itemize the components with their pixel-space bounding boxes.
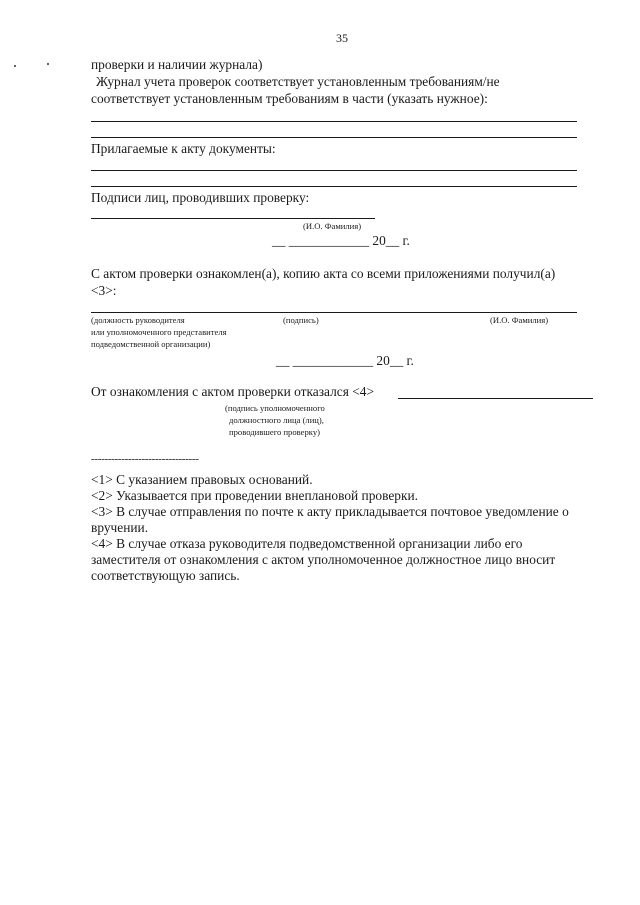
- name-caption: (И.О. Фамилия): [490, 315, 549, 325]
- fill-line: [91, 170, 577, 171]
- scan-speck: [14, 65, 16, 67]
- intro-line-2: Журнал учета проверок соответствует установленным требованиям/не: [96, 74, 500, 89]
- inspectors-label: Подписи лиц, проводивших проверку:: [91, 190, 310, 205]
- refusal-caption-1: (подпись уполномоченного: [225, 403, 325, 413]
- fill-line: [91, 186, 577, 187]
- attachments-label: Прилагаемые к акту документы:: [91, 141, 276, 156]
- signature-line: [398, 398, 593, 399]
- refusal-text: От ознакомления с актом проверки отказался <4>: [91, 384, 375, 399]
- signature-caption: (подпись): [283, 315, 319, 325]
- footnote-separator: --------------------------------: [91, 453, 199, 465]
- footnote-4-end: соответствующую запись.: [91, 568, 240, 583]
- footnote-3: <3> В случае отправления по почте к акту прикладывается почтовое уведомление о: [91, 504, 569, 519]
- fill-line: [91, 121, 577, 122]
- familiarization-line-1: С актом проверки ознакомлен(а), копию акта со всеми приложениями получил(а): [91, 266, 556, 281]
- inspectors-date: __ ____________ 20__ г.: [272, 233, 410, 248]
- scan-speck: [47, 63, 49, 65]
- position-caption-1: (должность руководителя: [91, 315, 185, 325]
- page-number: 35: [336, 31, 348, 45]
- name-caption: (И.О. Фамилия): [303, 221, 362, 231]
- fill-line: [91, 137, 577, 138]
- signature-line: [91, 312, 577, 313]
- footnote-1: <1> С указанием правовых оснований.: [91, 472, 313, 487]
- footnote-4: <4> В случае отказа руководителя подведомственной организации либо его: [91, 536, 523, 551]
- intro-line-1: проверки и наличии журнала): [91, 57, 263, 72]
- refusal-caption-2: должностного лица (лиц),: [229, 415, 324, 425]
- footnote-4-cont: заместителя от ознакомления с актом уполномоченное должностное лицо вносит: [91, 552, 556, 567]
- familiarization-line-2: <3>:: [91, 283, 117, 298]
- familiarization-date: __ ____________ 20__ г.: [276, 353, 414, 368]
- footnote-2: <2> Указывается при проведении внеплановой проверки.: [91, 488, 419, 503]
- footnote-3-cont: вручении.: [91, 520, 149, 535]
- position-caption-2: или уполномоченного представителя: [91, 327, 227, 337]
- intro-line-3: соответствует установленным требованиям в части (указать нужное):: [91, 91, 488, 106]
- position-caption-3: подведомственной организации): [91, 339, 211, 349]
- signature-line: [91, 218, 375, 219]
- refusal-caption-3: проводившего проверку): [229, 427, 320, 437]
